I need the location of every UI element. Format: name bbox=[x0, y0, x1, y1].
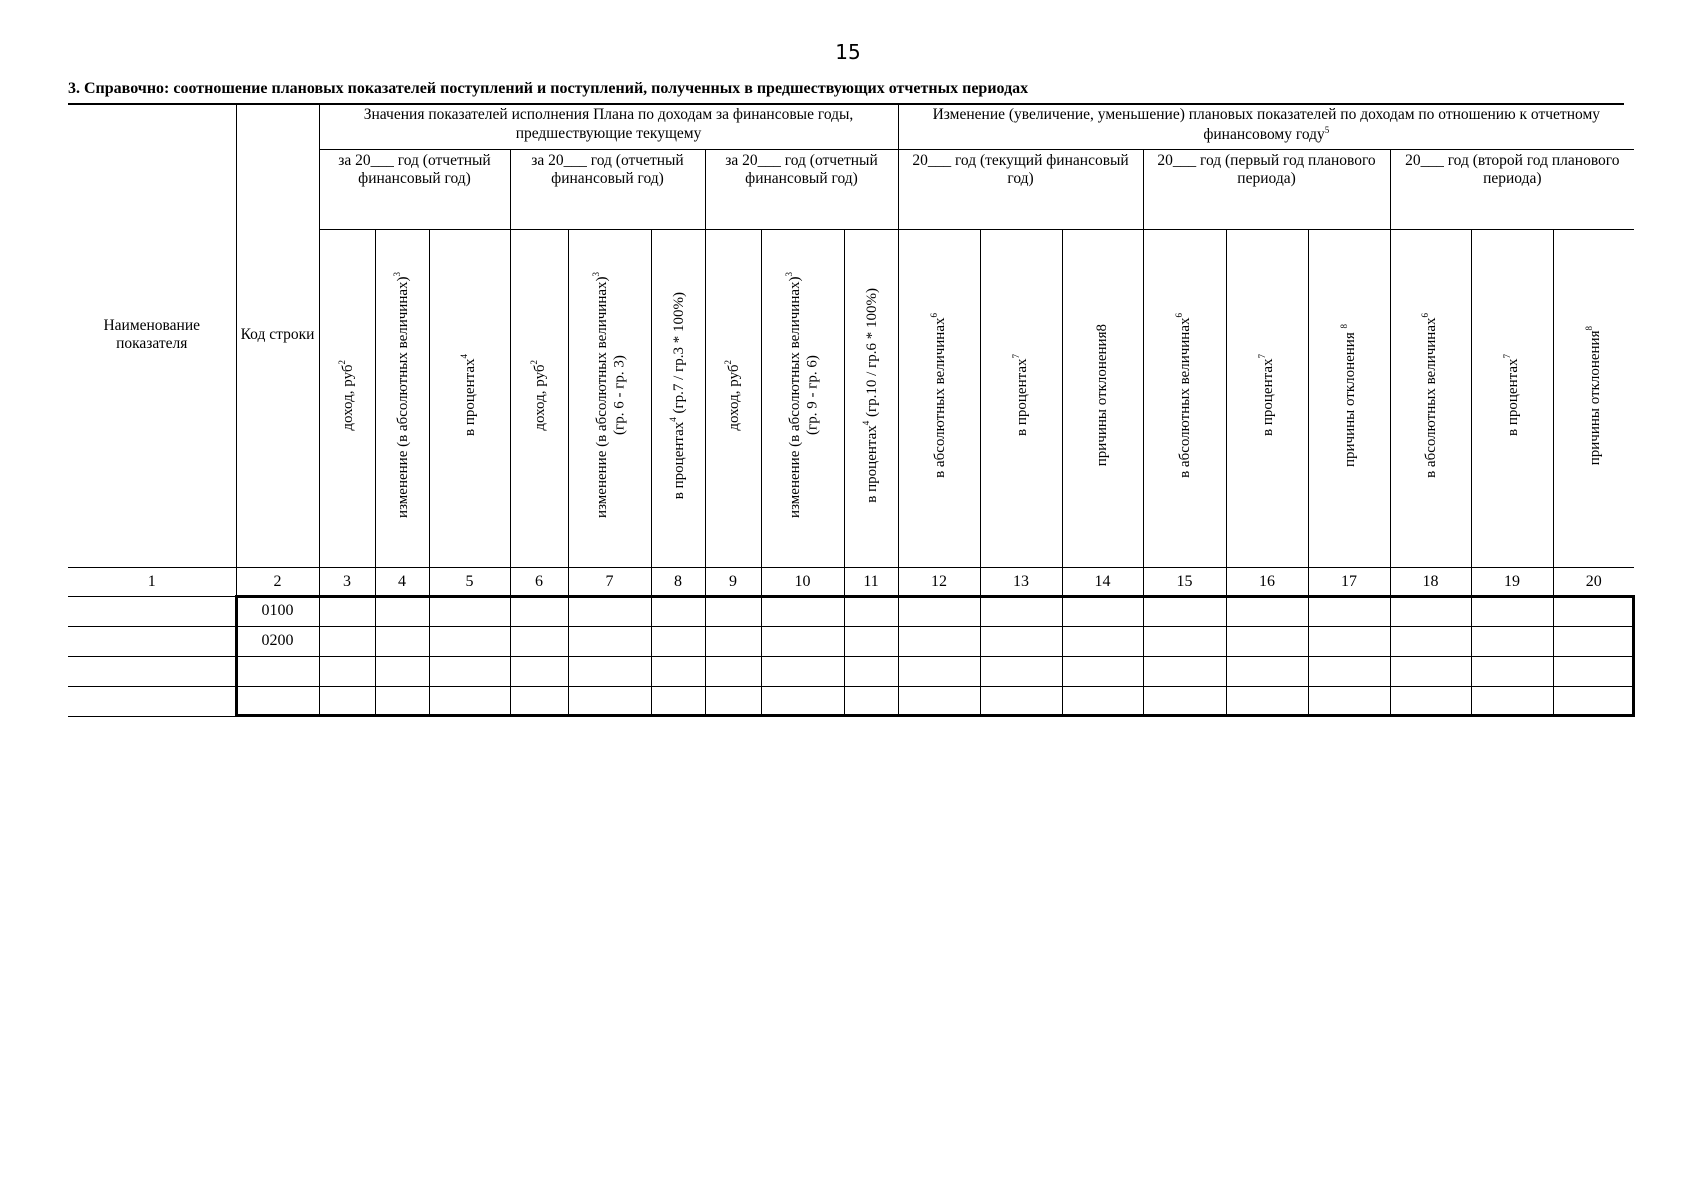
column-number: 19 bbox=[1471, 567, 1553, 596]
value-cell[interactable] bbox=[375, 596, 429, 626]
value-cell[interactable] bbox=[568, 626, 651, 656]
value-cell[interactable] bbox=[568, 596, 651, 626]
value-cell[interactable] bbox=[319, 656, 375, 686]
column-number: 6 bbox=[510, 567, 568, 596]
column-number: 8 bbox=[651, 567, 705, 596]
line-code-cell[interactable] bbox=[236, 686, 319, 716]
line-code-cell[interactable]: 0200 bbox=[236, 626, 319, 656]
value-cell[interactable] bbox=[510, 656, 568, 686]
value-cell[interactable] bbox=[1226, 656, 1308, 686]
value-cell[interactable] bbox=[429, 686, 510, 716]
value-cell[interactable] bbox=[844, 686, 898, 716]
header-col-4: изменение (в абсолютных величинах)$^3$ bbox=[375, 229, 429, 567]
header-col-11: в процентах$^4$ (гр.10 / гр.6 * 100%) bbox=[844, 229, 898, 567]
value-cell[interactable] bbox=[1553, 626, 1634, 656]
column-number: 13 bbox=[980, 567, 1062, 596]
column-number: 9 bbox=[705, 567, 761, 596]
value-cell[interactable] bbox=[1226, 626, 1308, 656]
header-col-10: изменение (в абсолютных величинах)$^3$ (гр. 9 - гр. 6) bbox=[761, 229, 844, 567]
indicator-name-cell[interactable] bbox=[68, 596, 236, 626]
column-number: 3 bbox=[319, 567, 375, 596]
table-row bbox=[68, 656, 1634, 686]
column-number: 20 bbox=[1553, 567, 1634, 596]
value-cell[interactable] bbox=[510, 626, 568, 656]
value-cell[interactable] bbox=[1308, 656, 1390, 686]
indicator-name-cell[interactable] bbox=[68, 686, 236, 716]
header-plan-year-1: 20___ год (первый год планового периода) bbox=[1143, 149, 1390, 229]
value-cell[interactable] bbox=[1471, 626, 1553, 656]
value-cell[interactable] bbox=[319, 686, 375, 716]
table-row bbox=[68, 626, 1634, 656]
value-cell[interactable] bbox=[761, 686, 844, 716]
header-col-9: доход, руб$^2$ bbox=[705, 229, 761, 567]
indicator-name-cell[interactable] bbox=[68, 626, 236, 656]
header-prior-year-c: за 20___ год (отчетный финансовый год) bbox=[705, 149, 898, 229]
value-cell[interactable] bbox=[1143, 626, 1226, 656]
value-cell[interactable] bbox=[705, 596, 761, 626]
header-col-5: в процентах$^4$ bbox=[429, 229, 510, 567]
header-col-12: в абсолютных величинах$^6$ bbox=[898, 229, 980, 567]
header-prior-year-a: за 20___ год (отчетный финансовый год) bbox=[319, 149, 510, 229]
header-col-14: причины отклонения8 bbox=[1062, 229, 1143, 567]
line-code-cell[interactable]: 0100 bbox=[236, 596, 319, 626]
value-cell[interactable] bbox=[1143, 596, 1226, 626]
header-group-prior-years: Значения показателей исполнения Плана по доходам за финансовые годы, предшествующие текущему bbox=[319, 104, 898, 149]
value-cell[interactable] bbox=[651, 656, 705, 686]
column-number: 5 bbox=[429, 567, 510, 596]
value-cell[interactable] bbox=[510, 686, 568, 716]
value-cell[interactable] bbox=[1471, 656, 1553, 686]
value-cell[interactable] bbox=[375, 686, 429, 716]
value-cell[interactable] bbox=[1390, 686, 1471, 716]
value-cell[interactable] bbox=[1062, 596, 1143, 626]
header-indicator-name: Наименование показателя bbox=[68, 104, 236, 567]
value-cell[interactable] bbox=[1143, 686, 1226, 716]
value-cell[interactable] bbox=[1553, 656, 1634, 686]
value-cell[interactable] bbox=[980, 656, 1062, 686]
column-number: 16 bbox=[1226, 567, 1308, 596]
value-cell[interactable] bbox=[1226, 596, 1308, 626]
header-group-plan-change: Изменение (увеличение, уменьшение) плановых показателей по доходам по отношению к отчетному финансовому году$^5$ bbox=[898, 104, 1634, 149]
header-current-year: 20___ год (текущий финансовый год) bbox=[898, 149, 1143, 229]
header-col-3: доход, руб$^2$ bbox=[319, 229, 375, 567]
value-cell[interactable] bbox=[319, 596, 375, 626]
value-cell[interactable] bbox=[651, 626, 705, 656]
header-col-17: причины отклонения $^8$ bbox=[1308, 229, 1390, 567]
value-cell[interactable] bbox=[429, 596, 510, 626]
value-cell[interactable] bbox=[1390, 596, 1471, 626]
value-cell[interactable] bbox=[705, 626, 761, 656]
value-cell[interactable] bbox=[1553, 686, 1634, 716]
table-row bbox=[68, 596, 1634, 626]
value-cell[interactable] bbox=[510, 596, 568, 626]
value-cell[interactable] bbox=[898, 596, 980, 626]
column-number: 17 bbox=[1308, 567, 1390, 596]
value-cell[interactable] bbox=[1062, 656, 1143, 686]
value-cell[interactable] bbox=[429, 656, 510, 686]
value-cell[interactable] bbox=[429, 626, 510, 656]
header-col-7: изменение (в абсолютных величинах)$^3$ (гр. 6 - гр. 3) bbox=[568, 229, 651, 567]
value-cell[interactable] bbox=[1308, 686, 1390, 716]
value-cell[interactable] bbox=[1143, 656, 1226, 686]
value-cell[interactable] bbox=[898, 626, 980, 656]
header-col-15: в абсолютных величинах$^6$ bbox=[1143, 229, 1226, 567]
header-col-18: в абсолютных величинах$^6$ bbox=[1390, 229, 1471, 567]
header-prior-year-b: за 20___ год (отчетный финансовый год) bbox=[510, 149, 705, 229]
header-line-code: Код строки bbox=[236, 104, 319, 567]
value-cell[interactable] bbox=[1308, 596, 1390, 626]
value-cell[interactable] bbox=[844, 656, 898, 686]
value-cell[interactable] bbox=[761, 626, 844, 656]
column-number: 11 bbox=[844, 567, 898, 596]
line-code-cell[interactable] bbox=[236, 656, 319, 686]
value-cell[interactable] bbox=[980, 626, 1062, 656]
value-cell[interactable] bbox=[568, 686, 651, 716]
value-cell[interactable] bbox=[898, 686, 980, 716]
value-cell[interactable] bbox=[980, 686, 1062, 716]
column-number: 2 bbox=[236, 567, 319, 596]
value-cell[interactable] bbox=[1390, 656, 1471, 686]
column-number: 1 bbox=[68, 567, 236, 596]
value-cell[interactable] bbox=[1226, 686, 1308, 716]
value-cell[interactable] bbox=[1062, 686, 1143, 716]
value-cell[interactable] bbox=[844, 626, 898, 656]
value-cell[interactable] bbox=[898, 656, 980, 686]
column-number: 4 bbox=[375, 567, 429, 596]
value-cell[interactable] bbox=[980, 596, 1062, 626]
column-number: 14 bbox=[1062, 567, 1143, 596]
value-cell[interactable] bbox=[651, 686, 705, 716]
value-cell[interactable] bbox=[844, 596, 898, 626]
column-number: 7 bbox=[568, 567, 651, 596]
revenue-comparison-table bbox=[68, 104, 1634, 717]
header-plan-year-2: 20___ год (второй год планового периода) bbox=[1390, 149, 1634, 229]
value-cell[interactable] bbox=[1471, 596, 1553, 626]
value-cell[interactable] bbox=[319, 626, 375, 656]
value-cell[interactable] bbox=[761, 656, 844, 686]
section-title: 3. Справочно: соотношение плановых показателей поступлений и поступлений, полученных в предшествующих отчетных периодах bbox=[68, 80, 1029, 97]
value-cell[interactable] bbox=[375, 656, 429, 686]
value-cell[interactable] bbox=[568, 656, 651, 686]
column-number: 18 bbox=[1390, 567, 1471, 596]
header-col-6: доход, руб$^2$ bbox=[510, 229, 568, 567]
header-col-16: в процентах$^7$ bbox=[1226, 229, 1308, 567]
value-cell[interactable] bbox=[705, 686, 761, 716]
header-col-19: в процентах$^7$ bbox=[1471, 229, 1553, 567]
value-cell[interactable] bbox=[375, 626, 429, 656]
column-number-row bbox=[68, 567, 1634, 596]
column-number: 10 bbox=[761, 567, 844, 596]
value-cell[interactable] bbox=[705, 656, 761, 686]
table-row bbox=[68, 686, 1634, 716]
value-cell[interactable] bbox=[1390, 626, 1471, 656]
indicator-name-cell[interactable] bbox=[68, 656, 236, 686]
header-col-13: в процентах$^7$ bbox=[980, 229, 1062, 567]
column-number: 12 bbox=[898, 567, 980, 596]
value-cell[interactable] bbox=[1471, 686, 1553, 716]
value-cell[interactable] bbox=[1553, 596, 1634, 626]
column-number: 15 bbox=[1143, 567, 1226, 596]
value-cell[interactable] bbox=[651, 596, 705, 626]
value-cell[interactable] bbox=[1308, 626, 1390, 656]
header-col-20: причины отклонения$^8$ bbox=[1553, 229, 1634, 567]
page-number: 15 bbox=[835, 40, 861, 64]
header-col-8: в процентах$^4$ (гр.7 / гр.3 * 100%) bbox=[651, 229, 705, 567]
value-cell[interactable] bbox=[1062, 626, 1143, 656]
value-cell[interactable] bbox=[761, 596, 844, 626]
